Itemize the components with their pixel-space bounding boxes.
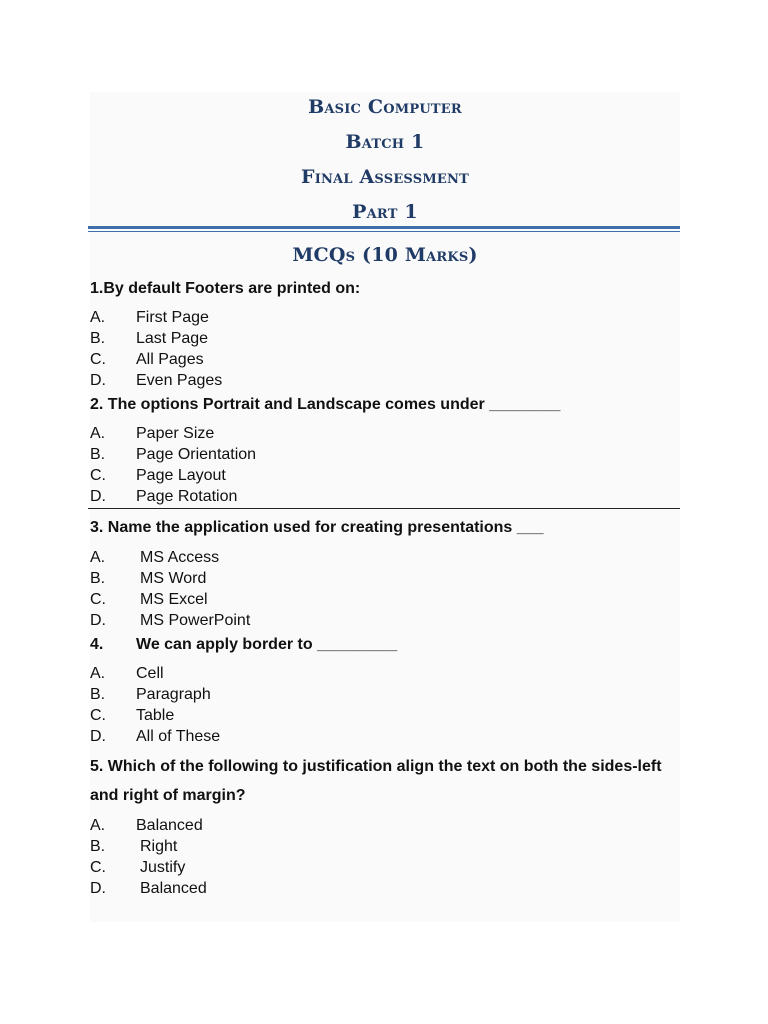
option-1d [90, 372, 222, 390]
option-4c [90, 707, 174, 725]
option-letter: D. [90, 372, 106, 389]
option-5c [90, 859, 185, 877]
option-3c [90, 591, 208, 609]
option-letter: D. [90, 728, 106, 745]
option-2b [90, 446, 256, 464]
option-text: MS Excel [140, 591, 208, 608]
option-letter: C. [90, 707, 106, 724]
option-text: MS Word [140, 570, 207, 587]
header-divider [88, 226, 680, 232]
question-3: 3. Name the application used for creating presentations ___ [90, 519, 544, 536]
option-2d [90, 488, 237, 506]
option-5b [90, 838, 177, 856]
option-2a [90, 425, 214, 443]
section-divider [88, 508, 680, 509]
option-text: Page Layout [136, 467, 226, 484]
option-text: All Pages [136, 351, 204, 368]
option-1b [90, 330, 208, 348]
option-letter: C. [90, 859, 106, 876]
option-3a [90, 549, 219, 567]
option-letter: A. [90, 309, 106, 326]
batch-title: Batch 1 [345, 131, 425, 153]
question-number: 4. [90, 636, 104, 653]
option-3b [90, 570, 206, 588]
assessment-title: Final Assessment [301, 166, 469, 188]
option-letter: B. [90, 686, 106, 703]
option-text: Page Rotation [136, 488, 238, 505]
option-5a [90, 817, 203, 835]
option-text: Balanced [140, 880, 207, 897]
option-text: Balanced [136, 817, 203, 834]
option-letter: A. [90, 549, 106, 566]
option-4b [90, 686, 211, 704]
option-letter: B. [90, 570, 106, 587]
option-letter: B. [90, 446, 106, 463]
question-2: 2. The options Portrait and Landscape comes under ________ [90, 396, 561, 413]
option-3d [90, 612, 250, 630]
option-4a [90, 665, 164, 683]
option-text: Last Page [136, 330, 209, 347]
option-text: Page Orientation [136, 446, 257, 463]
course-title: Basic Computer [308, 96, 462, 118]
section-title: MCQs (10 Marks) [292, 244, 478, 266]
option-text: Right [140, 838, 178, 855]
option-text: First Page [136, 309, 209, 326]
option-letter: C. [90, 351, 106, 368]
option-4d [90, 728, 220, 746]
option-letter: B. [90, 838, 106, 855]
option-1c [90, 351, 204, 369]
option-text: Even Pages [136, 372, 223, 389]
option-letter: D. [90, 612, 106, 629]
option-letter: B. [90, 330, 106, 347]
option-letter: C. [90, 467, 106, 484]
option-text: Paragraph [136, 686, 211, 703]
option-2c [90, 467, 226, 485]
option-text: Justify [140, 859, 186, 876]
question-4 [90, 636, 680, 654]
option-letter: C. [90, 591, 106, 608]
option-text: Paper Size [136, 425, 215, 442]
option-letter: A. [90, 425, 106, 442]
option-text: MS PowerPoint [140, 612, 251, 629]
option-5d [90, 880, 207, 898]
question-text: We can apply border to _________ [136, 636, 398, 653]
option-text: MS Access [140, 549, 220, 566]
option-1a [90, 309, 209, 327]
option-letter: A. [90, 817, 106, 834]
option-text: Table [136, 707, 175, 724]
option-text: All of These [136, 728, 221, 745]
option-text: Cell [136, 665, 164, 682]
question-1: 1.By default Footers are printed on: [90, 280, 361, 297]
option-letter: A. [90, 665, 106, 682]
option-letter: D. [90, 880, 106, 897]
part-title: Part 1 [352, 201, 418, 223]
question-5: 5. Which of the following to justification align the text on both the sides-left and right of margin? [90, 758, 662, 804]
option-letter: D. [90, 488, 106, 505]
